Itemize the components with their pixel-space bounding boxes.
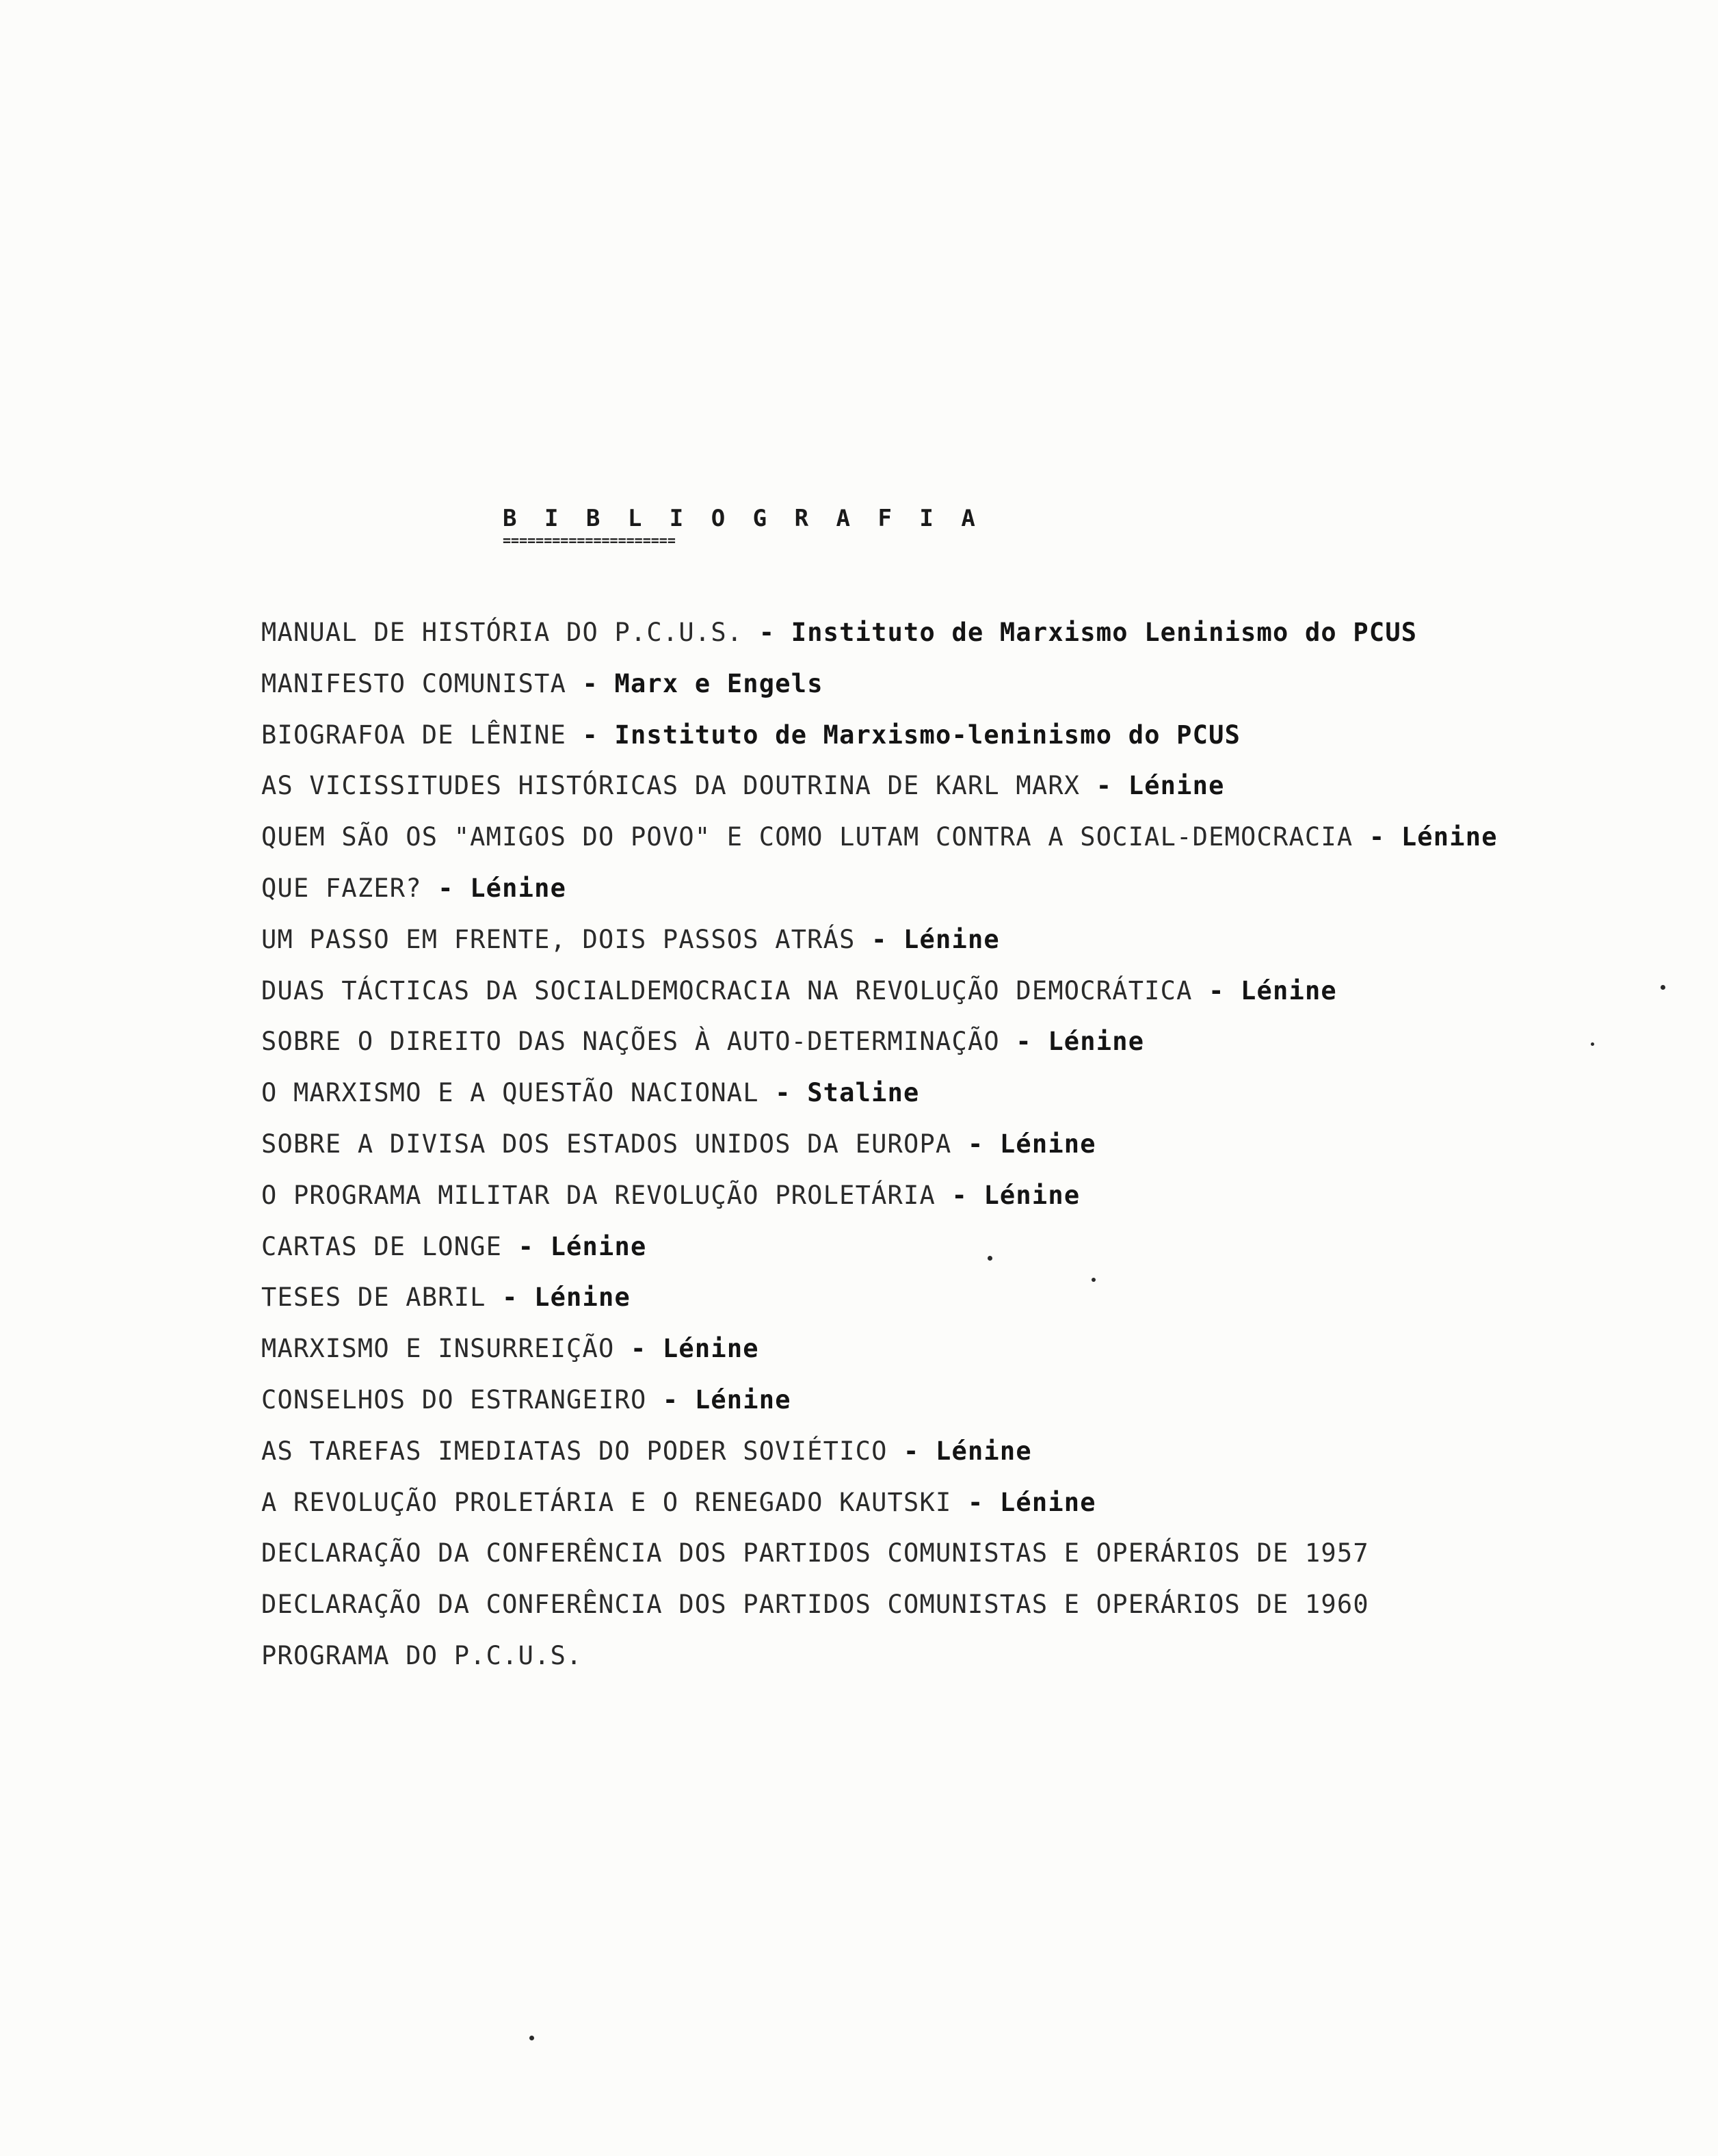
entry-title: AS VICISSITUDES HISTÓRICAS DA DOUTRINA DE KARL MARX bbox=[261, 771, 1081, 801]
entry-title: MANIFESTO COMUNISTA bbox=[261, 668, 567, 698]
entry-separator: - bbox=[855, 924, 904, 954]
bibliography-entry bbox=[261, 1170, 1498, 1222]
bibliography-entry bbox=[261, 1068, 1498, 1119]
entry-author: Lénine bbox=[534, 1283, 631, 1313]
entry-title: SOBRE A DIVISA DOS ESTADOS UNIDOS DA EUROPA bbox=[261, 1129, 952, 1159]
entry-title: MANUAL DE HISTÓRIA DO P.C.U.S. bbox=[261, 618, 743, 647]
bibliography-entry bbox=[261, 1324, 1498, 1375]
entry-separator: - bbox=[421, 873, 471, 903]
entry-author: Instituto de Marxismo Leninismo do PCUS bbox=[791, 618, 1418, 647]
entry-author: Lénine bbox=[1128, 771, 1225, 801]
entry-author: Lénine bbox=[470, 873, 567, 903]
entry-separator: - bbox=[646, 1384, 695, 1415]
entry-separator: - bbox=[1192, 975, 1241, 1005]
bibliography-entry bbox=[261, 1528, 1498, 1579]
entry-title: QUEM SÃO OS "AMIGOS DO POVO" E COMO LUTAM CONTRA A SOCIAL-DEMOCRACIA bbox=[261, 822, 1353, 852]
entry-title: UM PASSO EM FRENTE, DOIS PASSOS ATRÁS bbox=[261, 924, 856, 954]
entry-title: QUE FAZER? bbox=[261, 873, 422, 903]
bibliography-entry bbox=[261, 1375, 1498, 1426]
entry-author: Lénine bbox=[999, 1129, 1096, 1159]
bibliography-entry bbox=[261, 966, 1498, 1017]
entry-title: CARTAS DE LONGE bbox=[261, 1231, 503, 1261]
entry-separator: - bbox=[502, 1231, 551, 1261]
entry-separator: - bbox=[936, 1180, 984, 1210]
bibliography-entry bbox=[261, 812, 1498, 863]
entry-author: Staline bbox=[807, 1078, 920, 1108]
entry-separator: - bbox=[486, 1283, 535, 1313]
entry-title: DECLARAÇÃO DA CONFERÊNCIA DOS PARTIDOS COMUNISTAS E OPERÁRIOS DE 1960 bbox=[261, 1590, 1369, 1620]
entry-separator: - bbox=[999, 1027, 1048, 1057]
bibliography-entry bbox=[261, 1477, 1498, 1529]
entry-author: Lénine bbox=[936, 1436, 1032, 1466]
entry-title: A REVOLUÇÃO PROLETÁRIA E O RENEGADO KAUTSKI bbox=[261, 1487, 952, 1517]
entry-author: Lénine bbox=[1401, 822, 1498, 852]
entry-author: Lénine bbox=[1241, 975, 1337, 1005]
entry-author: Instituto de Marxismo-leninismo do PCUS bbox=[614, 720, 1241, 750]
entry-title: SOBRE O DIREITO DAS NAÇÕES À AUTO-DETERMINAÇÃO bbox=[261, 1027, 1000, 1057]
entry-separator: - bbox=[758, 1078, 808, 1108]
bibliography-entry bbox=[261, 1579, 1498, 1631]
bibliography-entry bbox=[261, 915, 1498, 966]
ink-speck bbox=[1661, 985, 1665, 990]
entry-author: Lénine bbox=[983, 1180, 1081, 1210]
entry-title: PROGRAMA DO P.C.U.S. bbox=[261, 1640, 583, 1670]
bibliography-entry bbox=[261, 1631, 1498, 1682]
entry-author: Lénine bbox=[999, 1487, 1096, 1517]
entry-author: Lénine bbox=[903, 924, 1000, 954]
bibliography-list bbox=[261, 607, 1498, 1682]
bibliography-entry bbox=[261, 607, 1498, 659]
entry-title: DECLARAÇÃO DA CONFERÊNCIA DOS PARTIDOS COMUNISTAS E OPERÁRIOS DE 1957 bbox=[261, 1538, 1369, 1568]
entry-separator: - bbox=[951, 1129, 1000, 1159]
entry-author: Lénine bbox=[550, 1231, 647, 1261]
bibliography-entry bbox=[261, 1119, 1498, 1170]
entry-author: Lénine bbox=[662, 1334, 759, 1364]
entry-title: BIOGRAFOA DE LÊNINE bbox=[261, 720, 567, 750]
entry-title: TESES DE ABRIL bbox=[261, 1283, 486, 1313]
entry-separator: - bbox=[566, 720, 615, 750]
entry-separator: - bbox=[951, 1487, 1000, 1517]
ink-speck bbox=[1591, 1042, 1594, 1046]
entry-author: Marx e Engels bbox=[614, 668, 823, 698]
bibliography-entry bbox=[261, 761, 1498, 812]
entry-title: O PROGRAMA MILITAR DA REVOLUÇÃO PROLETÁRIA bbox=[261, 1180, 936, 1210]
entry-title: DUAS TÁCTICAS DA SOCIALDEMOCRACIA NA REVOLUÇÃO DEMOCRÁTICA bbox=[261, 975, 1193, 1005]
ink-speck bbox=[529, 2036, 534, 2040]
title-underline: ===================== bbox=[503, 532, 676, 549]
entry-separator: - bbox=[887, 1436, 936, 1466]
entry-author: Lénine bbox=[694, 1384, 791, 1415]
entry-title: MARXISMO E INSURREIÇÃO bbox=[261, 1334, 615, 1364]
bibliography-entry bbox=[261, 1222, 1498, 1273]
entry-separator: - bbox=[743, 618, 791, 647]
page-title: B I B L I O G R A F I A bbox=[503, 505, 982, 532]
bibliography-entry bbox=[261, 710, 1498, 761]
entry-separator: - bbox=[1080, 771, 1128, 801]
ink-speck bbox=[1092, 1278, 1096, 1282]
entry-title: O MARXISMO E A QUESTÃO NACIONAL bbox=[261, 1078, 759, 1108]
entry-title: AS TAREFAS IMEDIATAS DO PODER SOVIÉTICO bbox=[261, 1436, 888, 1466]
bibliography-entry bbox=[261, 863, 1498, 915]
entry-separator: - bbox=[566, 668, 615, 698]
bibliography-entry bbox=[261, 659, 1498, 710]
bibliography-entry bbox=[261, 1272, 1498, 1324]
ink-speck bbox=[988, 1256, 992, 1261]
bibliography-entry bbox=[261, 1426, 1498, 1477]
bibliography-entry bbox=[261, 1016, 1498, 1068]
entry-author: Lénine bbox=[1048, 1027, 1145, 1057]
entry-separator: - bbox=[1353, 822, 1401, 852]
entry-separator: - bbox=[614, 1334, 663, 1364]
entry-title: CONSELHOS DO ESTRANGEIRO bbox=[261, 1384, 647, 1415]
